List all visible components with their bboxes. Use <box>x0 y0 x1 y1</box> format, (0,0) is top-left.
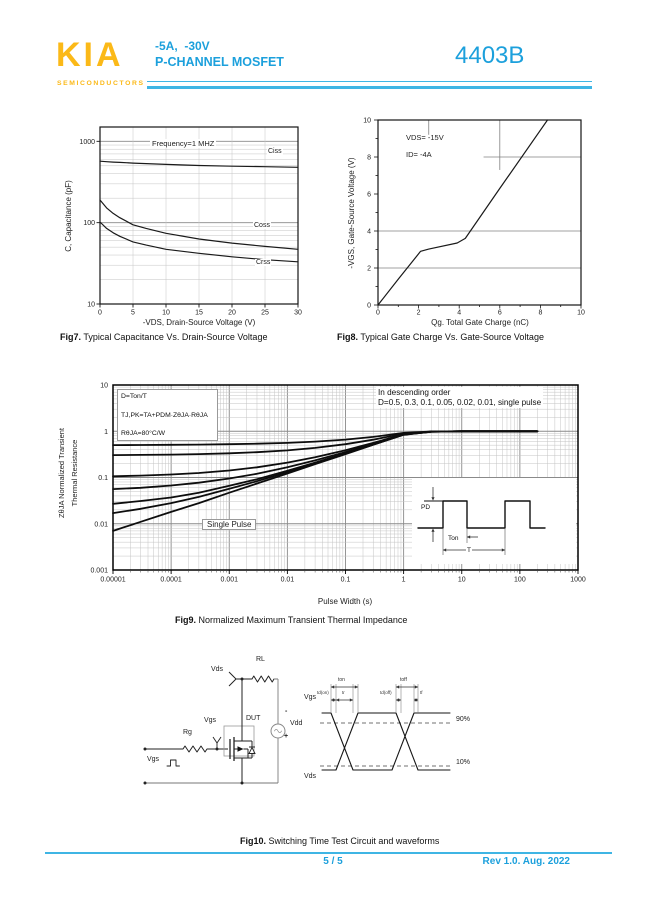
fig10-rl-label: RL <box>256 656 265 663</box>
tick-label: 4 <box>367 228 371 236</box>
fig10-caption <box>240 836 439 846</box>
fig10-tdon-label: td(on) <box>317 690 329 695</box>
fig7-curve-label-crss: Crss <box>256 259 271 266</box>
tick-label: 10 <box>100 382 108 390</box>
fig9-condition-rthja: RθJA=80°C/W <box>121 430 166 437</box>
arrowhead <box>355 685 358 688</box>
arrowhead <box>333 698 336 701</box>
device-type: P-CHANNEL MOSFET <box>155 55 284 69</box>
tick-label: 4 <box>457 309 462 317</box>
tick-label: 1000 <box>79 138 95 146</box>
tick-label: 10 <box>162 309 170 317</box>
tick-label: 1 <box>104 428 108 436</box>
tick-label: 0 <box>98 309 102 317</box>
arrowhead <box>331 685 334 688</box>
fig9-single-pulse-label: Single Pulse <box>202 519 256 530</box>
path <box>252 676 274 682</box>
tick-label: 0.00001 <box>100 576 126 584</box>
arrowhead <box>415 685 418 688</box>
tick-label: 5 <box>131 309 135 317</box>
fig10-vds-probe-label: Vds <box>211 666 224 673</box>
fig9-conditions-box <box>117 389 218 441</box>
fig10-vdd-plus: + <box>284 733 289 740</box>
fig9-caption-prefix: Fig9. <box>175 615 197 625</box>
tick-label: 6 <box>497 309 502 317</box>
part-number: 4403B <box>455 42 525 69</box>
fig7-curve-label-ciss: Ciss <box>268 148 282 155</box>
fig8-ylabel: -VGS, Gate-Source Voltage (V) <box>347 157 356 269</box>
fig7-caption-text: Typical Capacitance Vs. Drain-Source Voltage <box>81 332 268 342</box>
fig9-inset-period-label: T <box>467 547 471 554</box>
tick-label: 0 <box>367 302 371 310</box>
fig10-wave-vgs-label: Vgs <box>304 694 317 701</box>
fig9-caption <box>175 615 407 625</box>
fig7-ylabel: C, Capacitance (pF) <box>64 180 73 252</box>
fig8-border <box>378 120 581 305</box>
tick-label: 0.01 <box>280 576 295 584</box>
fig10-90pct-label: 90% <box>456 716 471 723</box>
tick-label: 0.0001 <box>160 576 182 584</box>
fig10-ton-label: ton <box>338 677 345 683</box>
fig10-vdd-label: Vdd <box>290 720 303 727</box>
header-rule-thick <box>147 86 592 90</box>
fig9-inset <box>412 478 576 564</box>
footer-revision: Rev 1.0. Aug. 2022 <box>482 856 570 867</box>
tick-label: 0.1 <box>98 475 108 482</box>
fig7-curve-label-coss: Coss <box>254 222 270 229</box>
fig9-ylabel-line2: Thermal Resistance <box>70 439 79 507</box>
fig10-waveform <box>320 684 453 770</box>
fig10-rg-label: Rg <box>183 729 192 736</box>
tick-label: 10 <box>577 309 585 317</box>
header-rule-thin <box>147 81 592 82</box>
brand-logo-subtext: SEMICONDUCTORS <box>57 80 145 87</box>
fig9-xlabel: Pulse Width (s) <box>317 597 373 606</box>
junction-dot <box>144 782 147 785</box>
tick-label: 2 <box>416 309 421 317</box>
fig10-toff-label: toff <box>400 677 407 683</box>
tick-label: 1000 <box>570 576 586 584</box>
path <box>275 729 282 732</box>
arrowhead <box>396 685 399 688</box>
line <box>229 679 236 686</box>
tick-label: 1 <box>401 576 406 584</box>
path <box>167 760 180 766</box>
fig10-caption-text: Switching Time Test Circuit and waveforms <box>266 836 440 846</box>
tick-label: 10 <box>87 301 95 309</box>
arrowhead <box>336 698 339 701</box>
fig7-caption-prefix: Fig7. <box>60 332 82 342</box>
tick-label: 8 <box>538 309 543 317</box>
tick-label: 0.001 <box>220 576 239 584</box>
fig7-caption <box>60 332 267 342</box>
tick-label: 100 <box>83 220 95 228</box>
fig8-annotation-vds: VDS= -15V <box>406 133 444 142</box>
fig10-vdd-minus: - <box>285 708 288 715</box>
path <box>183 746 207 752</box>
fig9-inset-mask <box>412 478 576 564</box>
path <box>322 713 450 770</box>
fig8-caption <box>337 332 544 342</box>
tick-label: 0.01 <box>94 521 108 529</box>
fig8-caption-prefix: Fig8. <box>337 332 359 342</box>
tick-label: 2 <box>367 265 371 273</box>
fig9-condition-duty: D=Ton/T <box>121 393 147 400</box>
footer-page-indicator: 5 / 5 <box>323 856 343 867</box>
fig10-circuit <box>144 672 289 785</box>
line <box>213 737 217 743</box>
fig8-annotation-id: ID= -4A <box>406 150 432 159</box>
fig8-plot <box>363 118 585 317</box>
fig9-ylabel-line1: ZθJA Normalized Transient <box>57 427 66 519</box>
fig10-tdoff-label: td(off) <box>380 690 392 695</box>
tick-label: 0.001 <box>90 567 108 575</box>
fig9-inset-ton-label: Ton <box>448 535 459 542</box>
device-rating: -5A, -30V <box>155 39 210 53</box>
fig9-legend <box>376 387 543 408</box>
tick-label: 8 <box>367 154 371 162</box>
tick-label: 100 <box>514 576 526 584</box>
line <box>229 672 236 679</box>
fig9-inset-power-label: PD <box>421 504 431 511</box>
fig7-xlabel: -VDS, Drain-Source Voltage (V) <box>142 318 256 327</box>
fig9-condition-tjpk: TJ,PK=TA+PDM·ZθJA·RθJA <box>121 411 208 419</box>
fig9-legend-values: D=0.5, 0.3, 0.1, 0.05, 0.02, 0.01, single pulse <box>378 398 542 407</box>
fig10-caption-prefix: Fig10. <box>240 836 267 846</box>
fig10-tr-label: tr <box>342 690 345 695</box>
tick-label: 10 <box>363 117 371 125</box>
pmos-arrow <box>238 746 244 751</box>
fig7-annotation: Frequency=1 MHZ <box>152 139 215 148</box>
junction-dot <box>241 678 244 681</box>
tick-label: 0 <box>376 309 380 317</box>
fig10-dut-label: DUT <box>246 715 261 722</box>
fig9-legend-title: In descending order <box>378 388 451 397</box>
fig8-caption-text: Typical Gate Charge Vs. Gate-Source Voltage <box>358 332 544 342</box>
tick-label: 30 <box>294 309 302 317</box>
fig8-xlabel: Qg. Total Gate Charge (nC) <box>431 318 529 327</box>
fig10-tf-label: tf <box>420 690 423 695</box>
tick-label: 10 <box>457 576 466 584</box>
brand-logo: KIA <box>56 36 124 74</box>
path <box>378 120 548 305</box>
line <box>217 737 221 743</box>
fig10-10pct-label: 10% <box>456 759 471 766</box>
fig10-vgs-probe-label: Vgs <box>204 717 217 724</box>
arrowhead <box>350 698 353 701</box>
fig10-vgs-source-label: Vgs <box>147 756 160 763</box>
fig10-wave-vds-label: Vds <box>304 773 317 780</box>
fig9-caption-text: Normalized Maximum Transient Thermal Impedance <box>196 615 408 625</box>
tick-label: 15 <box>195 309 203 317</box>
path <box>322 713 450 770</box>
tick-label: 6 <box>367 191 371 199</box>
tick-label: 20 <box>228 309 236 317</box>
arrowhead <box>398 698 401 701</box>
tick-label: 0.1 <box>340 576 351 584</box>
footer-rule <box>45 852 612 854</box>
tick-label: 25 <box>261 309 269 317</box>
